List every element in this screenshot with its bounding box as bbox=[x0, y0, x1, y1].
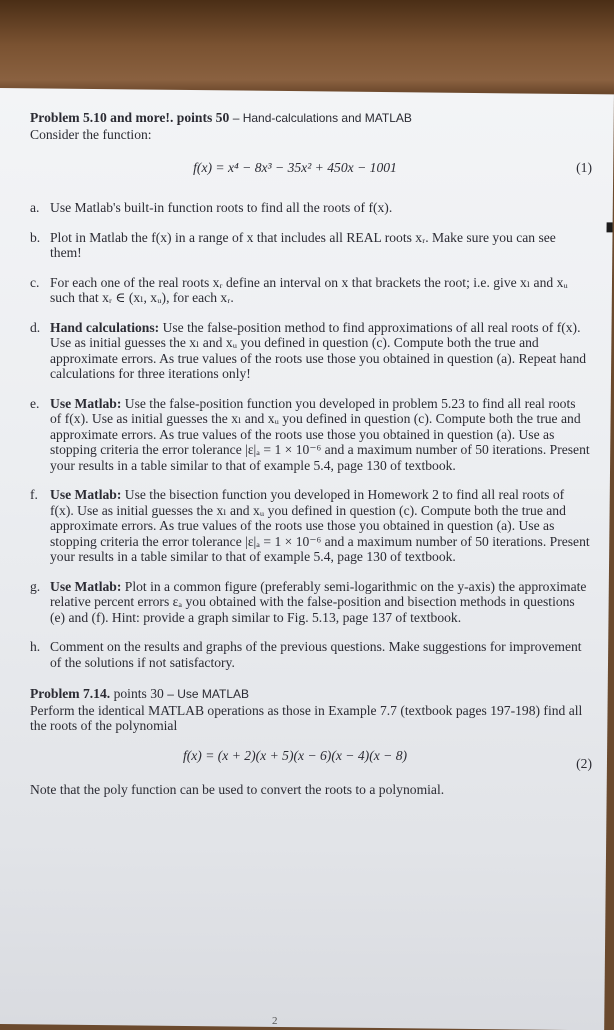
question-text: Plot in Matlab the f(x) in a range of x that includes all REAL roots xᵣ. Make sure you can see them! bbox=[50, 229, 556, 260]
page-number: 2 bbox=[272, 1015, 278, 1027]
problem1-subtitle: – Hand-calculations and MATLAB bbox=[232, 111, 412, 125]
equation-1: f(x) = x⁴ − 8x³ − 35x² + 450x − 1001 bbox=[193, 160, 397, 175]
problem1-header bbox=[30, 110, 590, 127]
question-text: Plot in a common figure (preferably semi-logarithmic on the y-axis) the approximate relative percent errors εₐ you obtained with the false-position and bisection methods in questions (e) and (f). Hint: provide a graph similar to Fig. 5.13, page 137 of textbook. bbox=[50, 578, 587, 625]
equation-2-row bbox=[30, 748, 590, 776]
document-body bbox=[30, 110, 590, 797]
question-b bbox=[30, 230, 590, 261]
question-text: Use the bisection function you developed in Homework 2 to find all real roots of f(x). Use as initial guesses the xₗ and xᵤ you defined in question (c). Compute both the true and approximate errors. As true values of the roots use those you obtained in question (a). Use as stopping criteria the error tolerance |ε|ₐ = 1 × 10⁻⁶ and a maximum number of 50 iterations. Present your results in a table similar to that of example 5.4, page 130 of textbook. bbox=[50, 487, 590, 564]
question-d bbox=[30, 320, 590, 382]
question-label: c. bbox=[30, 274, 40, 290]
question-label: b. bbox=[30, 229, 41, 245]
equation-1-number: (1) bbox=[576, 160, 592, 175]
question-lead: Hand calculations: bbox=[50, 319, 160, 335]
problem2-points: points 30 bbox=[113, 686, 164, 701]
problem1-intro: Consider the function: bbox=[30, 126, 152, 142]
question-lead: Use Matlab: bbox=[50, 395, 122, 411]
question-label: d. bbox=[30, 319, 41, 335]
question-text: Comment on the results and graphs of the previous questions. Make suggestions for improvement of the solutions if not satisfactory. bbox=[50, 639, 582, 670]
question-c bbox=[30, 275, 590, 306]
problem2-note: Note that the poly function can be used to convert the roots to a polynomial. bbox=[30, 781, 445, 797]
question-lead: Use Matlab: bbox=[50, 578, 122, 594]
problem1-points: points 50 bbox=[176, 110, 230, 125]
question-label: e. bbox=[30, 395, 40, 411]
wooden-table-background bbox=[0, 0, 614, 100]
paper-edge-mark bbox=[607, 222, 613, 232]
question-lead: Use Matlab: bbox=[50, 487, 122, 502]
problem2-title: Problem 7.14. bbox=[30, 686, 111, 701]
question-e bbox=[30, 396, 590, 474]
question-label: f. bbox=[30, 487, 38, 502]
question-a bbox=[30, 200, 590, 216]
equation-2-number: (2) bbox=[576, 755, 592, 771]
question-label: a. bbox=[30, 200, 40, 215]
question-text: For each one of the real roots xᵣ define an interval on x that brackets the root; i.e. give xₗ and xᵤ such that xᵣ ∈ (xₗ, xᵤ), for each xᵣ. bbox=[50, 274, 568, 305]
problem2-header bbox=[30, 686, 590, 703]
question-text: Use the false-position function you developed in problem 5.23 to find all real roots of f(x). Use as initial guesses the xₗ and xᵤ you defined in question (c). Compute both the true and approximate errors. As true values of the roots use those you obtained in question (a). Use as stopping criteria the error tolerance |ε|ₐ = 1 × 10⁻⁶ and a maximum number of 50 iterations. Present your results in a table similar to that of example 5.4, page 130 of textbook. bbox=[50, 395, 590, 473]
question-text: Use Matlab's built-in function roots to find all the roots of f(x). bbox=[50, 200, 393, 215]
question-text: Use the false-position method to find approximations of all real roots of f(x). Use as initial guesses the xₗ and xᵤ you defined in question (c). Compute both the true and approximate errors. As true values of the roots use those you obtained in question (a). Repeat hand calculations for three iterations only! bbox=[50, 319, 587, 381]
question-label: g. bbox=[30, 578, 41, 594]
question-label: h. bbox=[30, 639, 41, 654]
problem1-title: Problem 5.10 and more!. bbox=[30, 110, 174, 125]
question-g bbox=[30, 579, 590, 626]
question-f bbox=[30, 487, 590, 565]
question-h bbox=[30, 639, 590, 670]
equation-2: f(x) = (x + 2)(x + 5)(x − 6)(x − 4)(x − 8) bbox=[182, 747, 408, 763]
problem2-intro: Perform the identical MATLAB operations as those in Example 7.7 (textbook pages 197-198) find all the roots of the polynomial bbox=[30, 702, 583, 733]
problem2-subtitle: – Use MATLAB bbox=[167, 687, 250, 701]
equation-1-row bbox=[30, 160, 590, 188]
